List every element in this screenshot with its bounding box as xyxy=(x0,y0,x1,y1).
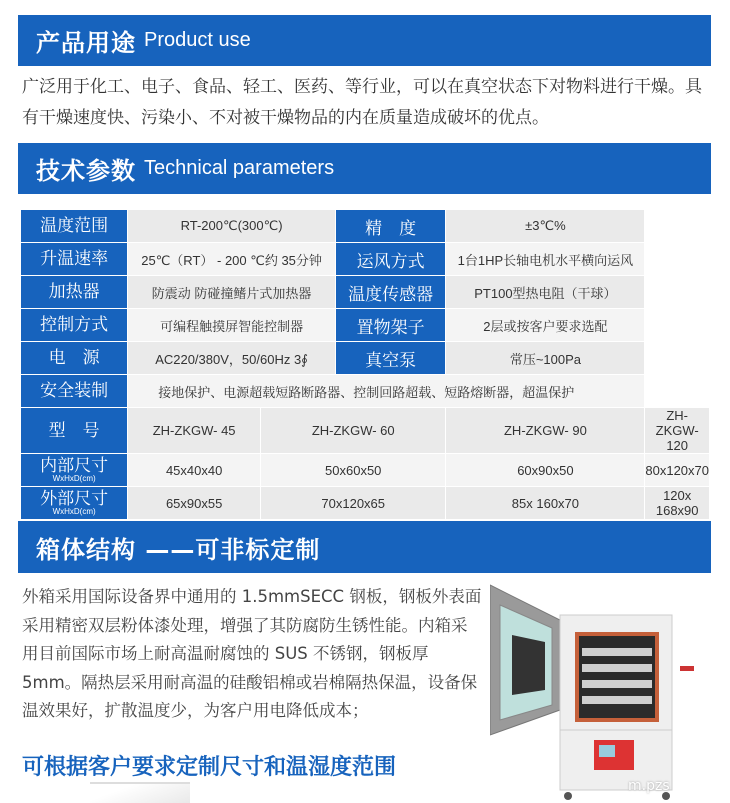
cell-text: 防震动 防碰撞鳍片式加热器 xyxy=(151,285,312,301)
param-value xyxy=(446,309,645,342)
section-title-cn: 产品用途 xyxy=(36,29,136,57)
outer-value xyxy=(128,487,261,520)
cell-text: 50x60x50 xyxy=(325,462,382,478)
cell-text: 控制方式 xyxy=(40,315,109,334)
table-row xyxy=(21,210,710,243)
cell-text: 65x90x55 xyxy=(165,495,223,511)
model-value xyxy=(645,408,710,454)
section-header-product-use xyxy=(18,15,711,66)
param-label xyxy=(335,210,446,243)
cell-text: 电 源 xyxy=(48,348,100,367)
vacuum-oven-photo xyxy=(490,580,705,803)
section-title: 箱体结构 ——可非标定制 xyxy=(36,535,321,564)
inner-value xyxy=(261,454,446,487)
cell-text: 内部尺寸 xyxy=(40,455,109,475)
table-row xyxy=(21,276,710,309)
param-label xyxy=(335,276,446,309)
table-row xyxy=(21,454,710,487)
cell-text: 25℃（RT） - 200 ℃约 35分钟 xyxy=(141,252,322,268)
param-label xyxy=(21,408,128,454)
param-value xyxy=(128,210,336,243)
param-label xyxy=(21,342,128,375)
cell-text: ZH-ZKGW- 120 xyxy=(655,408,699,453)
param-value xyxy=(446,210,645,243)
unit-label: WxHxD(cm) xyxy=(52,473,96,483)
section-title-en: Product use xyxy=(144,29,251,51)
table-row xyxy=(21,375,710,408)
table-row xyxy=(21,243,710,276)
cell-text: 温度范围 xyxy=(40,216,109,235)
cell-text: 温度传感器 xyxy=(348,284,434,304)
param-label xyxy=(21,210,128,243)
param-label xyxy=(21,487,128,520)
cell-text: RT-200℃(300℃) xyxy=(180,218,283,233)
cell-text: 置物架子 xyxy=(356,317,425,337)
outer-value xyxy=(261,487,446,520)
cell-text: 60x90x50 xyxy=(517,462,574,478)
outer-value xyxy=(446,487,645,520)
cell-text: 85x 160x70 xyxy=(511,495,580,511)
cell-text: 120x 168x90 xyxy=(655,488,699,518)
box-structure-text: 外箱采用国际设备界中通用的 1.5mmSECC 钢板，钢板外表面采用精密双层粉体漆处理，增强了其防腐防生锈性能。内箱采用目前国际市场上耐高温耐腐蚀的 SUS 不锈钢，钢板厚 5mm。隔热层采用耐高温的硅酸铝棉或岩棉隔热保温，设备保温效果好，扩散温度少，为客户用电降低成本； xyxy=(22,587,482,720)
product-use-text: 广泛用于化工、电子、食品、轻工、医药、等行业，可以在真空状态下对物料进行干燥。具有干燥速度快、污染小、不对被干燥物品的内在质量造成破坏的优点。 xyxy=(22,77,702,128)
table-row xyxy=(21,487,710,520)
table-row xyxy=(21,408,710,454)
cell-text: 2层或按客户要求选配 xyxy=(483,318,608,334)
outer-value xyxy=(645,487,710,520)
cell-text: PT100型热电阻（干球） xyxy=(474,285,617,301)
inner-value xyxy=(645,454,710,487)
section-title-cn: 技术参数 xyxy=(36,157,136,185)
cell-text: ±3℃% xyxy=(525,218,566,233)
cell-text: 真空泵 xyxy=(365,350,417,370)
param-label xyxy=(21,276,128,309)
cell-text: 80x120x70 xyxy=(645,462,709,478)
cell-text: 运风方式 xyxy=(356,251,425,271)
param-value xyxy=(128,276,336,309)
table-row xyxy=(21,309,710,342)
param-label xyxy=(21,309,128,342)
cell-text: ZH-ZKGW- 45 xyxy=(152,423,236,438)
cell-text: 安全装制 xyxy=(40,381,109,400)
watermark: m.pzs xyxy=(628,778,670,794)
param-value xyxy=(128,243,336,276)
cell-text: 70x120x65 xyxy=(321,495,386,511)
param-label xyxy=(335,309,446,342)
model-value xyxy=(261,408,446,454)
cell-text: 外部尺寸 xyxy=(40,488,109,508)
cell-text: 1台1HP长轴电机水平横向运风 xyxy=(457,252,634,268)
parameters-table xyxy=(20,209,710,520)
param-value xyxy=(128,375,645,408)
param-value xyxy=(446,342,645,375)
customization-subtitle: 可根据客户要求定制尺寸和温湿度范围 xyxy=(22,755,397,780)
inner-value xyxy=(446,454,645,487)
param-label xyxy=(21,243,128,276)
table-row xyxy=(21,342,710,375)
model-value xyxy=(128,408,261,454)
cell-text: 型 号 xyxy=(48,420,100,440)
section-header-technical-parameters xyxy=(18,143,711,194)
unit-label: WxHxD(cm) xyxy=(52,506,96,516)
param-value xyxy=(446,276,645,309)
partial-product-image xyxy=(90,782,190,803)
cell-text: ZH-ZKGW- 60 xyxy=(311,423,395,438)
cell-text: 45x40x40 xyxy=(165,462,223,478)
param-label xyxy=(21,454,128,487)
param-label xyxy=(335,342,446,375)
inner-value xyxy=(128,454,261,487)
cell-text: 可编程触摸屏智能控制器 xyxy=(160,318,304,334)
param-value xyxy=(128,309,336,342)
cell-text: 常压~100Pa xyxy=(509,351,581,367)
model-value xyxy=(446,408,645,454)
section-header-box-structure xyxy=(18,521,711,573)
cell-text: 加热器 xyxy=(48,282,100,301)
cell-text: 升温速率 xyxy=(40,249,109,268)
cell-text: ZH-ZKGW- 90 xyxy=(503,423,587,438)
cell-text: 精 度 xyxy=(365,218,417,238)
param-value xyxy=(128,342,336,375)
param-label xyxy=(21,375,128,408)
param-label xyxy=(335,243,446,276)
param-value xyxy=(446,243,645,276)
cell-text: AC220/380V，50/60Hz 3∮ xyxy=(155,351,308,367)
section-title-en: Technical parameters xyxy=(144,157,335,179)
cell-text: 接地保护、电源超载短路断路器、控制回路超载、短路熔断器，超温保护 xyxy=(158,384,575,400)
